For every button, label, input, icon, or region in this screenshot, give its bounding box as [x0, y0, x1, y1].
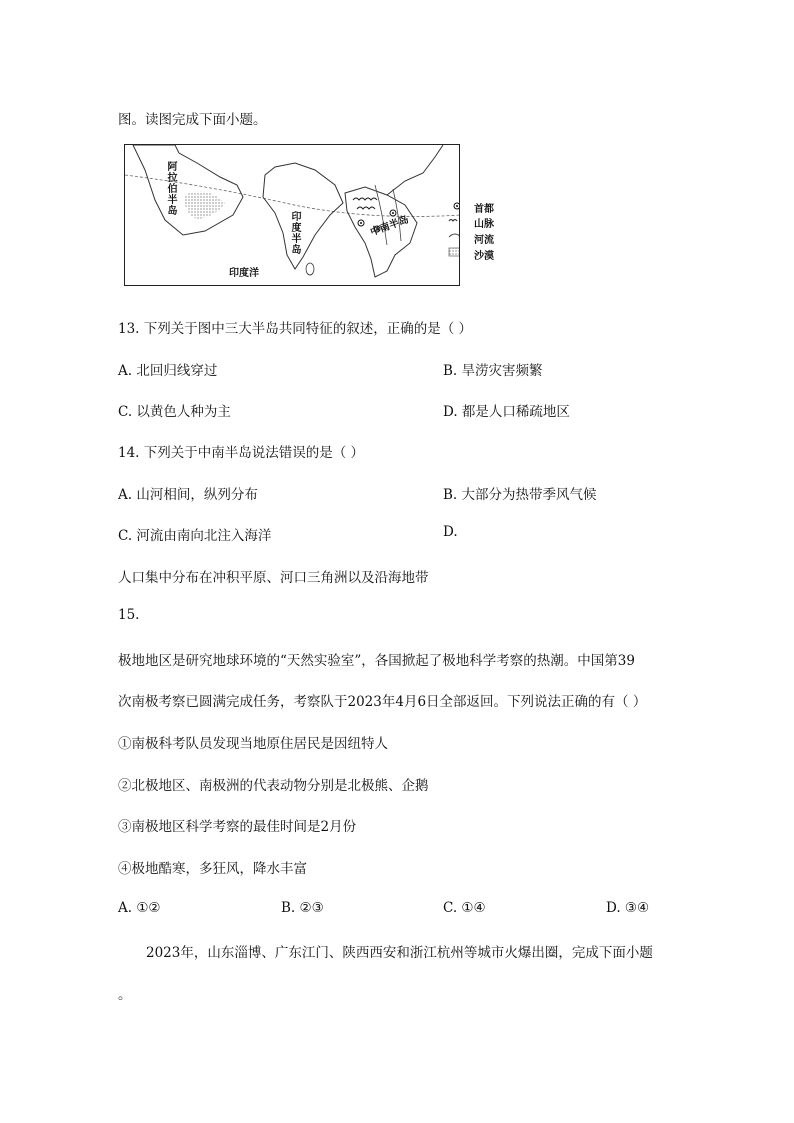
- legend-capital: 首都: [474, 204, 494, 215]
- q15-statement-1: ①南极科考队员发现当地原住居民是因纽特人: [118, 736, 388, 752]
- q15-option-a: A. ①②: [118, 900, 161, 916]
- label-indochina: 中南半岛: [369, 214, 411, 239]
- q13-stem: 13. 下列关于图中三大半岛共同特征的叙述，正确的是（ ）: [118, 321, 473, 337]
- q13-option-d: D. 都是人口稀疏地区: [443, 404, 570, 420]
- label-arabia: 阿拉伯半岛: [165, 161, 176, 216]
- legend-desert-symbol: [449, 248, 460, 256]
- q14-stem: 14. 下列关于中南半岛说法错误的是（ ）: [118, 445, 365, 461]
- q15-option-d: D. ③④: [606, 900, 650, 916]
- label-indian-ocean: 印度洋: [229, 268, 259, 279]
- q14-option-c: C. 河流由南向北注入海洋: [118, 528, 272, 544]
- intro-text: 图。读图完成下面小题。: [118, 112, 267, 128]
- q15-option-b: B. ②③: [281, 900, 324, 916]
- legend-desert: 沙漠: [474, 251, 494, 262]
- q15-statement-4: ④极地酷寒，多狂风，降水丰富: [118, 861, 307, 877]
- india-outline: [263, 163, 343, 269]
- china-coast: [387, 145, 443, 195]
- q14-option-b: B. 大部分为热带季风气候: [443, 487, 597, 503]
- legend-mountain-symbol: [449, 220, 457, 222]
- mountains-1: [353, 198, 377, 200]
- q15-number: 15.: [118, 607, 140, 623]
- sri-lanka: [306, 263, 314, 275]
- legend-river-symbol: [449, 234, 460, 237]
- q15-option-c: C. ①④: [443, 900, 486, 916]
- arabia-outline: [133, 145, 243, 235]
- q15-stem-line2: 次南极考察已圆满完成任务，考察队于2023年4月6日全部返回。下列说法正确的有（ ）: [118, 694, 647, 710]
- q14-option-d-text: 人口集中分布在冲积平原、河口三角洲以及沿海地带: [118, 570, 429, 586]
- q13-option-a: A. 北回归线穿过: [118, 363, 218, 379]
- asia-peninsulas-map: [124, 144, 460, 286]
- legend-mountain: 山脉: [474, 219, 494, 230]
- q14-option-d-label: D.: [443, 524, 458, 540]
- label-india: 印度半岛: [289, 211, 300, 255]
- capital-1-dot: [360, 222, 362, 224]
- desert-area: [185, 191, 225, 219]
- q13-option-b: B. 旱涝灾害频繁: [443, 363, 543, 379]
- q15-stem-line1: 极地地区是研究地球环境的“天然实验室”，各国掀起了极地科学考察的热潮。中国第39: [118, 653, 635, 669]
- next-group-intro-line1: 2023年，山东淄博、广东江门、陕西西安和浙江杭州等城市火爆出圈，完成下面小题: [146, 945, 653, 961]
- next-group-intro-line2: 。: [118, 987, 132, 1003]
- q13-option-c: C. 以黄色人种为主: [118, 404, 231, 420]
- mountains-2: [357, 207, 375, 209]
- q14-option-a: A. 山河相间，纵列分布: [118, 487, 258, 503]
- q15-statement-2: ②北极地区、南极洲的代表动物分别是北极熊、企鹅: [118, 778, 429, 794]
- q15-statement-3: ③南极地区科学考察的最佳时间是2月份: [118, 819, 357, 835]
- legend-river: 河流: [474, 235, 494, 246]
